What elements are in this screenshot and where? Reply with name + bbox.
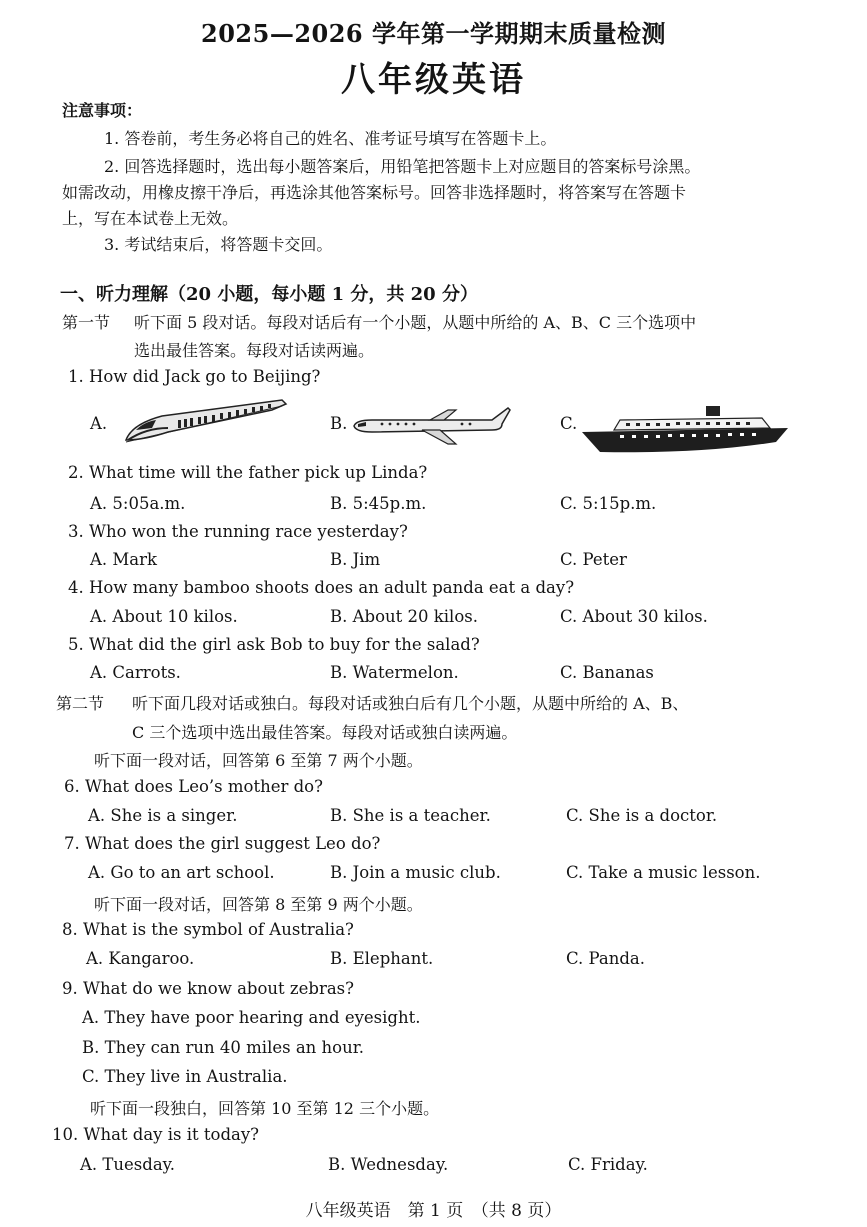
option-b: B. She is a teacher. xyxy=(330,806,491,825)
question-5: 5. What did the girl ask Bob to buy for the salad? xyxy=(68,635,480,654)
option-c: C. Bananas xyxy=(560,663,654,682)
question-10: 10. What day is it today? xyxy=(52,1125,260,1144)
listening-instruction: 听下面一段独白，回答第 10 至第 12 三个小题。 xyxy=(90,1099,440,1118)
notice-line: 2. 回答选择题时，选出每小题答案后，用铅笔把答题卡上对应题目的答案标号涂黑。 xyxy=(104,157,701,176)
option-a: A. About 10 kilos. xyxy=(90,607,238,626)
option-c: C. About 30 kilos. xyxy=(560,607,708,626)
option-c: C. Peter xyxy=(560,550,627,569)
notice-line: 上，写在本试卷上无效。 xyxy=(62,209,239,228)
option-c: C. xyxy=(560,414,578,433)
part-label: 第二节 xyxy=(56,694,105,713)
option-c: C. She is a doctor. xyxy=(566,806,718,825)
option-a: A. They have poor hearing and eyesight. xyxy=(82,1008,421,1027)
question-2: 2. What time will the father pick up Linda? xyxy=(68,463,428,482)
option-c: C. Panda. xyxy=(566,949,645,968)
question-7: 7. What does the girl suggest Leo do? xyxy=(64,834,381,853)
option-a: A. Go to an art school. xyxy=(88,863,275,882)
notice-line: 如需改动，用橡皮擦干净后，再选涂其他答案标号。回答非选择题时，将答案写在答题卡 xyxy=(62,183,687,202)
option-c: C. Friday. xyxy=(568,1155,648,1174)
ship-picture xyxy=(580,402,790,456)
option-b: B. They can run 40 miles an hour. xyxy=(82,1038,365,1057)
part-instruction: C 三个选项中选出最佳答案。每段对话或独白读两遍。 xyxy=(132,723,518,742)
part-instruction: 听下面几段对话或独白。每段对话或独白后有几个小题，从题中所给的 A、B、 xyxy=(132,694,689,713)
option-b: B. Elephant. xyxy=(330,949,434,968)
option-a: A. Tuesday. xyxy=(80,1155,176,1174)
option-c: C. Take a music lesson. xyxy=(566,863,761,882)
listening-instruction: 听下面一段对话，回答第 8 至第 9 两个小题。 xyxy=(94,895,423,914)
option-a: A. Kangaroo. xyxy=(86,949,195,968)
option-b: B. About 20 kilos. xyxy=(330,607,478,626)
notice-heading: 注意事项： xyxy=(62,101,143,120)
question-6: 6. What does Leo’s mother do? xyxy=(64,777,323,796)
question-1: 1. How did Jack go to Beijing? xyxy=(68,367,321,386)
option-a: A. 5:05a.m. xyxy=(90,494,186,513)
listening-instruction: 听下面一段对话，回答第 6 至第 7 两个小题。 xyxy=(94,751,423,770)
notice-line: 3. 考试结束后，将答题卡交回。 xyxy=(104,235,333,254)
part-instruction: 听下面 5 段对话。每段对话后有一个小题，从题中所给的 A、B、C 三个选项中 xyxy=(134,313,697,332)
notice-line: 1. 答卷前，考生务必将自己的姓名、准考证号填写在答题卡上。 xyxy=(104,129,557,148)
option-b: B. xyxy=(330,414,348,433)
option-b: B. 5:45p.m. xyxy=(330,494,427,513)
option-b: B. Jim xyxy=(330,550,381,569)
train-picture xyxy=(122,398,288,446)
part-instruction: 选出最佳答案。每段对话读两遍。 xyxy=(134,341,375,360)
question-9: 9. What do we know about zebras? xyxy=(62,979,354,998)
option-b: B. Wednesday. xyxy=(328,1155,449,1174)
option-a: A. She is a singer. xyxy=(88,806,238,825)
page-footer: 八年级英语 第 1 页 （共 8 页） xyxy=(305,1201,562,1221)
option-b: B. Join a music club. xyxy=(330,863,501,882)
option-a: A. Carrots. xyxy=(90,663,181,682)
option-b: B. Watermelon. xyxy=(330,663,459,682)
question-4: 4. How many bamboo shoots does an adult panda eat a day? xyxy=(68,578,575,597)
option-c: C. 5:15p.m. xyxy=(560,494,657,513)
exam-title: 2025—2026 学年第一学期期末质量检测 xyxy=(201,19,666,48)
option-c: C. They live in Australia. xyxy=(82,1067,288,1086)
plane-picture xyxy=(352,406,512,446)
section-heading: 一、听力理解（20 小题，每小题 1 分，共 20 分） xyxy=(60,284,478,305)
part-label: 第一节 xyxy=(62,313,111,332)
option-a: A. Mark xyxy=(90,550,158,569)
question-8: 8. What is the symbol of Australia? xyxy=(62,920,354,939)
question-3: 3. Who won the running race yesterday? xyxy=(68,522,408,541)
exam-subject: 八年级英语 xyxy=(341,60,526,100)
option-a: A. xyxy=(90,414,108,433)
